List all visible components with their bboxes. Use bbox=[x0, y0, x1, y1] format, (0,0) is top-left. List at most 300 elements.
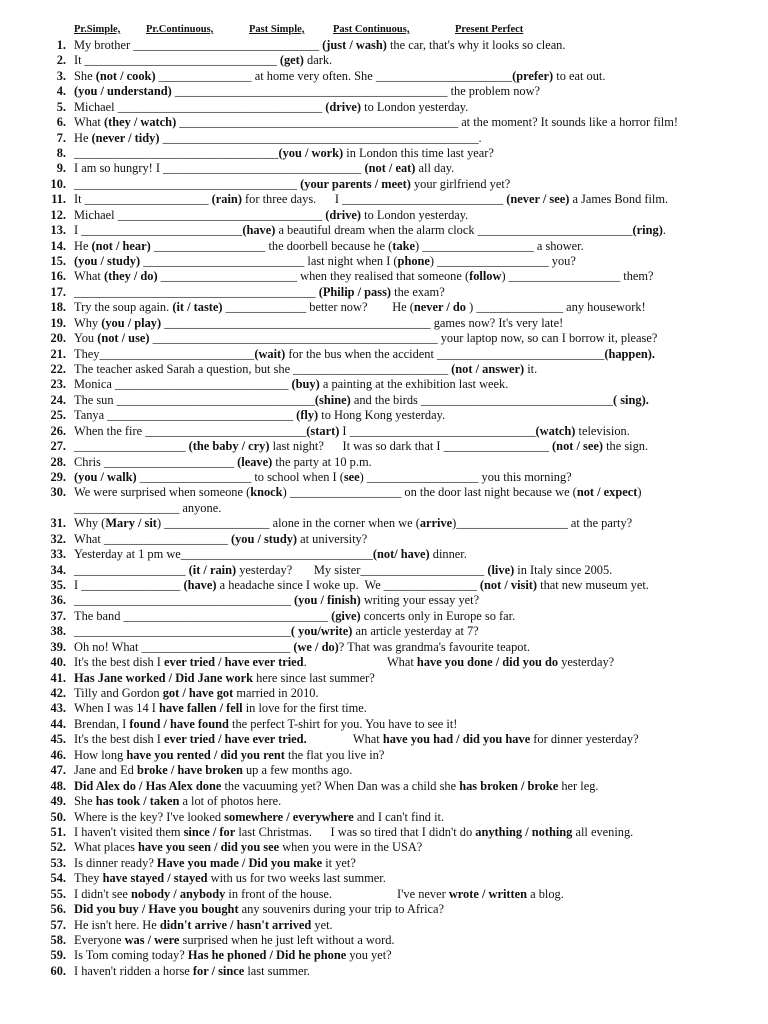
exercise-number: 26. bbox=[50, 423, 66, 438]
exercise-line bbox=[16, 918, 760, 933]
exercise-number: 38. bbox=[50, 624, 66, 639]
verb-prompt: not / expect bbox=[576, 485, 638, 500]
exercise-text bbox=[74, 470, 572, 485]
sentence-fragment: a blog. bbox=[527, 886, 564, 901]
exercise-text bbox=[74, 331, 657, 346]
verb-prompt: (get) bbox=[279, 53, 304, 68]
sentence-fragment: __________________ bbox=[74, 439, 189, 454]
exercise-number: 15. bbox=[50, 254, 66, 269]
verb-prompt: didn't arrive / hasn't arrived bbox=[159, 917, 312, 932]
exercise-text bbox=[74, 964, 310, 979]
exercise-line bbox=[16, 300, 760, 315]
exercise-line bbox=[16, 161, 760, 176]
exercise-line bbox=[16, 609, 760, 624]
exercise-text bbox=[74, 254, 576, 269]
exercise-number: 27. bbox=[50, 439, 66, 454]
verb-prompt: ever tried / have ever tried bbox=[164, 655, 304, 670]
sentence-fragment: Tanya ______________________________ bbox=[74, 408, 297, 423]
sentence-fragment: Try the soup again. bbox=[74, 300, 173, 315]
exercise-line bbox=[16, 347, 760, 362]
sentence-fragment: when you were in the USA? bbox=[279, 840, 423, 855]
exercise-number: 44. bbox=[50, 716, 66, 731]
exercise-text bbox=[74, 38, 565, 53]
exercise-line bbox=[16, 53, 760, 68]
sentence-fragment: _____________ better now? He ( bbox=[222, 300, 414, 315]
verb-prompt: take bbox=[392, 238, 416, 253]
sentence-fragment: _________________ anyone. bbox=[74, 500, 222, 515]
exercise-text bbox=[74, 69, 605, 84]
exercise-text bbox=[74, 763, 352, 778]
exercise-number: 20. bbox=[50, 331, 66, 346]
sentence-fragment: Yesterday at 1 pm we_______________________________ bbox=[74, 547, 373, 562]
tense-header-past-continuous: Past Continuous, bbox=[333, 24, 410, 35]
exercise-number: 4. bbox=[56, 84, 66, 99]
sentence-fragment: Why ( bbox=[74, 516, 106, 531]
sentence-fragment: What ____________________ bbox=[74, 531, 231, 546]
exercise-line bbox=[16, 578, 760, 593]
sentence-fragment: ______________________________________________ your laptop now, so can I borrow it, please? bbox=[149, 331, 658, 346]
verb-prompt: (we / do) bbox=[293, 639, 339, 654]
exercise-text bbox=[74, 933, 394, 948]
exercise-line bbox=[16, 902, 760, 917]
sentence-fragment: The teacher asked Sarah a question, but she _________________________ bbox=[74, 362, 452, 377]
sentence-fragment: Is dinner ready? bbox=[74, 855, 157, 870]
sentence-fragment: the flat you live in? bbox=[284, 747, 385, 762]
verb-prompt: (never / see) bbox=[506, 192, 570, 207]
exercise-number: 47. bbox=[50, 763, 66, 778]
sentence-fragment: for dinner yesterday? bbox=[530, 732, 639, 747]
verb-prompt: (you / finish) bbox=[293, 593, 361, 608]
verb-prompt: (you / play) bbox=[101, 315, 162, 330]
sentence-fragment: in Italy since 2005. bbox=[514, 562, 613, 577]
sentence-fragment: _______________ at home very often. She ______________________ bbox=[155, 68, 513, 83]
sentence-fragment: The sun ________________________________ bbox=[74, 392, 315, 407]
sentence-fragment: in front of the house. I've never bbox=[225, 886, 449, 901]
exercise-line bbox=[16, 331, 760, 346]
sentence-fragment: They_________________________ bbox=[74, 346, 255, 361]
sentence-fragment: ) bbox=[637, 485, 642, 500]
exercise-text bbox=[74, 671, 375, 686]
exercise-line bbox=[16, 624, 760, 639]
verb-prompt: have you rented / did you rent bbox=[126, 747, 285, 762]
sentence-fragment: to London yesterday. bbox=[361, 99, 469, 114]
exercise-text bbox=[74, 501, 221, 516]
exercise-text bbox=[74, 902, 444, 917]
sentence-fragment: We were surprised when someone ( bbox=[74, 485, 251, 500]
exercise-number: 23. bbox=[50, 377, 66, 392]
tense-header-past-simple: Past Simple, bbox=[249, 24, 305, 35]
sentence-fragment: ) ______________ any housework! bbox=[466, 300, 646, 315]
exercise-text bbox=[74, 717, 457, 732]
sentence-fragment: . bbox=[662, 223, 666, 238]
exercise-text bbox=[74, 655, 614, 670]
exercise-number: 19. bbox=[50, 315, 66, 330]
verb-prompt: (not / hear) bbox=[91, 238, 151, 253]
sentence-fragment: a James Bond film. bbox=[569, 192, 669, 207]
exercise-text bbox=[74, 593, 479, 608]
sentence-fragment: I haven't visited them bbox=[74, 824, 184, 839]
verb-prompt: (start) bbox=[306, 423, 340, 438]
sentence-fragment: It ____________________ bbox=[74, 192, 212, 207]
sentence-fragment: writing your essay yet? bbox=[360, 593, 480, 608]
verb-prompt: (wait) bbox=[254, 346, 286, 361]
verb-prompt: Have you made / Did you make bbox=[156, 855, 323, 870]
exercise-line bbox=[16, 840, 760, 855]
exercise-number: 40. bbox=[50, 655, 66, 670]
exercise-line bbox=[16, 377, 760, 392]
sentence-fragment: a painting at the exhibition last week. bbox=[319, 377, 509, 392]
verb-prompt: (you / work) bbox=[278, 146, 344, 160]
sentence-fragment: I am so hungry! I ________________________________ bbox=[74, 161, 365, 176]
exercise-number: 42. bbox=[50, 686, 66, 701]
sentence-fragment: When I was 14 I bbox=[74, 701, 159, 716]
sentence-fragment: Where is the key? I've looked bbox=[74, 809, 225, 824]
exercise-text bbox=[74, 547, 467, 562]
verb-prompt: ( you/write) bbox=[290, 624, 353, 639]
sentence-fragment: She bbox=[74, 68, 96, 83]
exercise-number: 6. bbox=[56, 115, 66, 130]
sentence-fragment: Is Tom coming today? bbox=[74, 948, 188, 963]
exercise-text bbox=[74, 686, 319, 701]
sentence-fragment: you yet? bbox=[346, 948, 392, 963]
exercise-text bbox=[74, 825, 633, 840]
verb-prompt: (you / understand) bbox=[74, 84, 172, 99]
sentence-fragment: __________________________ last night when I ( bbox=[140, 254, 398, 269]
verb-prompt: anything / nothing bbox=[475, 824, 573, 839]
exercise-number: 17. bbox=[50, 284, 66, 299]
exercise-line bbox=[16, 69, 760, 84]
exercise-number: 1. bbox=[56, 38, 66, 52]
verb-prompt: (give) bbox=[331, 608, 361, 623]
verb-prompt: wrote / written bbox=[448, 886, 528, 901]
exercise-text bbox=[74, 779, 599, 794]
sentence-fragment: __________________ bbox=[74, 562, 189, 577]
sentence-fragment: surprised when he just left without a word. bbox=[179, 932, 395, 947]
exercise-text bbox=[74, 810, 444, 825]
sentence-fragment: I ______________________________ bbox=[339, 423, 536, 438]
verb-prompt: ( sing). bbox=[613, 392, 649, 407]
verb-prompt: found / have found bbox=[129, 716, 229, 731]
exercise-number: 30. bbox=[50, 485, 66, 500]
sentence-fragment: the exam? bbox=[391, 284, 445, 299]
sentence-fragment: ___________________________________ bbox=[74, 624, 291, 639]
verb-prompt: (Philip / pass) bbox=[318, 284, 392, 299]
sentence-fragment: ? That was grandma's favourite teapot. bbox=[338, 639, 531, 654]
exercise-number: 8. bbox=[56, 146, 66, 160]
exercise-text bbox=[74, 393, 649, 408]
exercise-text bbox=[74, 408, 445, 423]
verb-prompt: (you / walk) bbox=[74, 470, 137, 485]
exercise-line bbox=[16, 825, 760, 840]
exercise-line bbox=[16, 547, 760, 562]
sentence-fragment: all evening. bbox=[572, 824, 634, 839]
sentence-fragment: the perfect T-shirt for you. You have to see it! bbox=[228, 716, 458, 731]
exercise-text bbox=[74, 624, 479, 639]
sentence-fragment: ) __________________ you? bbox=[429, 254, 576, 269]
sentence-fragment: it. bbox=[524, 362, 538, 377]
sentence-fragment: ) __________________ them? bbox=[501, 269, 654, 284]
exercise-text bbox=[74, 856, 356, 871]
exercise-line bbox=[16, 516, 760, 531]
verb-prompt: (buy) bbox=[291, 377, 320, 392]
verb-prompt: (they / do) bbox=[103, 269, 158, 284]
sentence-fragment: in love for the first time. bbox=[242, 701, 367, 716]
exercise-line bbox=[16, 856, 760, 871]
exercise-number: 12. bbox=[50, 207, 66, 222]
exercise-line bbox=[16, 115, 760, 130]
exercise-number: 29. bbox=[50, 470, 66, 485]
verb-prompt: ever tried / have ever tried. bbox=[164, 732, 307, 747]
exercise-line bbox=[16, 362, 760, 377]
sentence-fragment: _________________________________ bbox=[74, 146, 279, 160]
verb-prompt: (the baby / cry) bbox=[188, 439, 270, 454]
exercise-text bbox=[74, 161, 454, 176]
verb-prompt: has broken / broke bbox=[459, 778, 559, 793]
sentence-fragment: it yet? bbox=[322, 855, 356, 870]
sentence-fragment: . What bbox=[303, 655, 417, 670]
verb-prompt: phone bbox=[397, 254, 430, 269]
exercise-number: 50. bbox=[50, 809, 66, 824]
exercise-number: 10. bbox=[50, 176, 66, 191]
sentence-fragment: up a few months ago. bbox=[242, 763, 353, 778]
exercise-line bbox=[16, 763, 760, 778]
sentence-fragment: Brendan, I bbox=[74, 716, 130, 731]
exercise-line bbox=[16, 717, 760, 732]
exercise-number: 49. bbox=[50, 794, 66, 809]
exercise-number: 31. bbox=[50, 516, 66, 531]
exercise-line bbox=[16, 563, 760, 578]
exercise-line bbox=[16, 485, 760, 500]
exercise-text bbox=[74, 516, 632, 531]
exercise-number: 35. bbox=[50, 578, 66, 593]
verb-prompt: (rain) bbox=[211, 192, 242, 207]
sentence-fragment: ) __________________ you this morning? bbox=[359, 470, 572, 485]
verb-prompt: somewhere / everywhere bbox=[224, 809, 354, 824]
exercise-text bbox=[74, 362, 537, 377]
sentence-fragment: ) _________________ alone in the corner when we ( bbox=[156, 516, 420, 531]
sentence-fragment: Why bbox=[74, 315, 102, 330]
exercise-line bbox=[16, 254, 760, 269]
verb-prompt: has took / taken bbox=[95, 794, 180, 809]
exercise-text bbox=[74, 532, 367, 547]
sentence-fragment: married in 2010. bbox=[233, 686, 319, 701]
exercise-number: 37. bbox=[50, 608, 66, 623]
sentence-fragment: that new museum yet. bbox=[537, 578, 649, 593]
exercise-number: 9. bbox=[56, 161, 66, 176]
verb-prompt: have stayed / stayed bbox=[102, 871, 208, 886]
exercise-text bbox=[74, 748, 384, 763]
exercise-number: 36. bbox=[50, 593, 66, 608]
verb-prompt: (it / rain) bbox=[188, 562, 237, 577]
verb-prompt: have you had / did you have bbox=[382, 732, 531, 747]
exercise-number: 52. bbox=[50, 840, 66, 855]
exercise-number: 58. bbox=[50, 932, 66, 947]
exercise-text bbox=[74, 285, 445, 300]
exercise-line bbox=[16, 424, 760, 439]
verb-prompt: (you / study) bbox=[230, 531, 298, 546]
exercise-line bbox=[16, 131, 760, 146]
sentence-fragment: her leg. bbox=[558, 778, 599, 793]
verb-prompt: (not / visit) bbox=[479, 578, 538, 593]
exercise-line bbox=[16, 408, 760, 423]
exercise-text bbox=[74, 239, 584, 254]
sentence-fragment: your girlfriend yet? bbox=[410, 176, 511, 191]
exercise-number: 21. bbox=[50, 346, 66, 361]
sentence-fragment: yesterday? My sister____________________ bbox=[236, 562, 488, 577]
sentence-fragment: ____________________________________ bbox=[74, 176, 301, 191]
exercise-number: 46. bbox=[50, 747, 66, 762]
exercise-line bbox=[16, 748, 760, 763]
exercise-number: 45. bbox=[50, 732, 66, 747]
sentence-fragment: for three days. I __________________________ bbox=[241, 192, 507, 207]
sentence-fragment: You bbox=[74, 331, 98, 346]
sentence-fragment: He bbox=[74, 130, 92, 145]
exercise-text bbox=[74, 146, 494, 161]
exercise-line bbox=[16, 84, 760, 99]
verb-prompt: (watch) bbox=[535, 423, 576, 438]
exercise-line bbox=[16, 285, 760, 300]
verb-prompt: have fallen / fell bbox=[159, 701, 243, 716]
tense-header-present-perfect: Present Perfect bbox=[455, 24, 524, 35]
sentence-fragment: Everyone bbox=[74, 932, 125, 947]
exercise-number: 11. bbox=[51, 192, 66, 207]
verb-prompt: was / were bbox=[124, 932, 180, 947]
exercise-number: 3. bbox=[56, 68, 66, 83]
exercise-line bbox=[16, 470, 760, 485]
verb-prompt: (happen). bbox=[604, 346, 655, 361]
sentence-fragment: ___________________________________ bbox=[74, 593, 294, 608]
exercise-line bbox=[16, 439, 760, 454]
sentence-fragment: Jane and Ed bbox=[74, 763, 137, 778]
verb-prompt: nobody / anybody bbox=[130, 886, 226, 901]
verb-prompt: (you / study) bbox=[74, 254, 141, 269]
exercise-line bbox=[16, 655, 760, 670]
exercise-number: 25. bbox=[50, 408, 66, 423]
sentence-fragment: ___________________________________________ games now? It's very late! bbox=[161, 315, 564, 330]
sentence-fragment: an article yesterday at 7? bbox=[352, 624, 479, 639]
verb-prompt: (not / cook) bbox=[95, 68, 156, 83]
verb-prompt: (prefer) bbox=[512, 68, 554, 83]
sentence-fragment: _______________________________________ bbox=[74, 284, 319, 299]
exercise-line bbox=[16, 794, 760, 809]
verb-prompt: (drive) bbox=[325, 99, 362, 114]
exercise-number: 39. bbox=[50, 639, 66, 654]
verb-prompt: have you seen / did you see bbox=[138, 840, 280, 855]
sentence-fragment: in London this time last year? bbox=[343, 146, 494, 160]
sentence-fragment: concerts only in Europe so far. bbox=[360, 608, 516, 623]
exercise-line bbox=[16, 871, 760, 886]
exercise-number: 60. bbox=[50, 963, 66, 978]
exercise-line bbox=[16, 732, 760, 747]
exercise-number: 48. bbox=[50, 778, 66, 793]
exercise-line bbox=[16, 146, 760, 161]
verb-prompt: see bbox=[343, 470, 360, 485]
exercise-text bbox=[74, 192, 668, 207]
sentence-fragment: dark. bbox=[303, 53, 333, 68]
sentence-fragment: the car, that's why it looks so clean. bbox=[386, 38, 566, 52]
verb-prompt: knock bbox=[250, 485, 283, 500]
exercise-text bbox=[74, 871, 386, 886]
exercise-number: 56. bbox=[50, 902, 66, 917]
exercise-number: 59. bbox=[50, 948, 66, 963]
sentence-fragment: They bbox=[74, 871, 103, 886]
verb-prompt: (not / use) bbox=[97, 331, 150, 346]
exercise-text bbox=[74, 300, 646, 315]
exercise-number: 14. bbox=[50, 238, 66, 253]
sentence-fragment: Oh no! What ________________________ bbox=[74, 639, 294, 654]
exercise-text bbox=[74, 640, 530, 655]
sentence-fragment: Monica ____________________________ bbox=[74, 377, 292, 392]
exercise-text bbox=[74, 53, 332, 68]
verb-prompt: (fly) bbox=[296, 408, 319, 423]
exercise-text bbox=[74, 347, 655, 362]
exercise-number: 5. bbox=[56, 99, 66, 114]
exercise-number: 32. bbox=[50, 531, 66, 546]
exercise-text bbox=[74, 377, 508, 392]
sentence-fragment: ) __________________ on the door last night because we ( bbox=[282, 485, 577, 500]
exercise-number: 54. bbox=[50, 871, 66, 886]
verb-prompt: (have) bbox=[183, 578, 217, 593]
verb-prompt: have you done / did you do bbox=[416, 655, 559, 670]
exercise-number: 34. bbox=[50, 562, 66, 577]
sentence-fragment: )__________________ at the party? bbox=[452, 516, 633, 531]
verb-prompt: (leave) bbox=[237, 454, 273, 469]
sentence-fragment: yesterday? bbox=[558, 655, 615, 670]
sentence-fragment: __________________ the doorbell because he ( bbox=[150, 238, 393, 253]
verb-prompt: (just / wash) bbox=[322, 38, 387, 52]
sentence-fragment: to eat out. bbox=[553, 68, 606, 83]
sentence-fragment: the sign. bbox=[602, 439, 649, 454]
verb-prompt: follow bbox=[469, 269, 502, 284]
exercise-line bbox=[16, 316, 760, 331]
exercise-text bbox=[74, 100, 468, 115]
exercise-line bbox=[16, 593, 760, 608]
exercise-number: 13. bbox=[50, 223, 66, 238]
sentence-fragment: Michael _________________________________ bbox=[74, 99, 326, 114]
sentence-fragment: __________________ to school when I ( bbox=[136, 470, 344, 485]
verb-prompt: (have) bbox=[242, 223, 276, 238]
exercise-line bbox=[16, 686, 760, 701]
exercise-line bbox=[16, 887, 760, 902]
exercise-text bbox=[74, 131, 482, 146]
exercise-text bbox=[74, 732, 639, 747]
exercise-text bbox=[74, 563, 612, 578]
exercise-number: 41. bbox=[50, 670, 66, 685]
exercise-text bbox=[74, 177, 510, 192]
exercise-line bbox=[16, 38, 760, 53]
exercise-text bbox=[74, 794, 281, 809]
sentence-fragment: for the bus when the accident ___________________________ bbox=[285, 346, 605, 361]
sentence-fragment: She bbox=[74, 794, 96, 809]
sentence-fragment: and the birds _______________________________ bbox=[350, 392, 613, 407]
tense-header-pr-simple: Pr.Simple, bbox=[74, 24, 121, 35]
exercise-number: 7. bbox=[56, 130, 66, 145]
sentence-fragment: It's the best dish I bbox=[74, 655, 164, 670]
exercise-text bbox=[74, 316, 563, 331]
verb-prompt: Did Alex do / Has Alex done bbox=[74, 778, 222, 793]
exercise-text bbox=[74, 485, 642, 500]
sentence-fragment: all day. bbox=[415, 161, 455, 176]
verb-prompt: (not / eat) bbox=[364, 161, 416, 176]
sentence-fragment: ) __________________ a shower. bbox=[415, 238, 584, 253]
sentence-fragment: a beautiful dream when the alarm clock _________________________ bbox=[275, 223, 633, 238]
exercise-line bbox=[16, 208, 760, 223]
verb-prompt: (never / tidy) bbox=[91, 130, 160, 145]
exercise-number: 55. bbox=[50, 886, 66, 901]
sentence-fragment: here since last summer? bbox=[253, 670, 375, 685]
exercise-text bbox=[74, 223, 666, 238]
exercise-number: 22. bbox=[50, 362, 66, 377]
